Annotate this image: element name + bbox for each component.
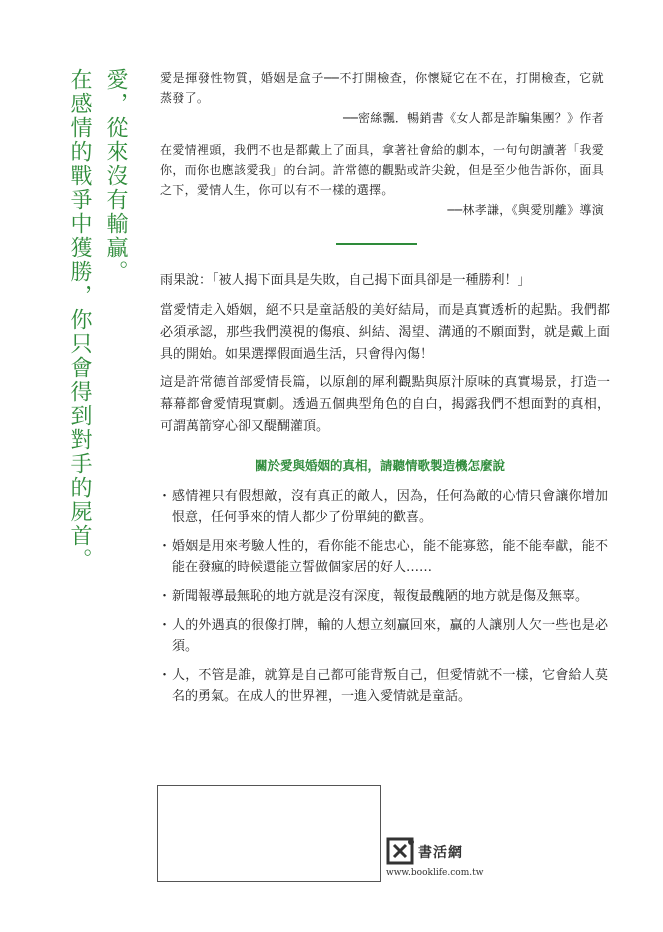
vertical-title-line-1: 愛，從來沒有輸贏。 [103, 68, 128, 284]
body-paragraph-1-text: 雨果說：「被人揭下面具是失敗，自己揭下面具卻是一種勝利！」 [160, 273, 531, 288]
bullet-list [158, 486, 608, 715]
bullet-marker: ・ [158, 489, 172, 504]
bullet-marker: ・ [158, 618, 172, 633]
section-divider [336, 243, 417, 245]
bullet-marker: ・ [158, 589, 172, 604]
section-subheading: 關於愛與婚姻的真相，請聽情歌製造機怎麼說 [254, 458, 505, 473]
body-paragraph-3 [160, 372, 610, 438]
bullet-text: 感情裡只有假想敵，沒有真正的敵人，因為，任何為敵的心情只會讓你增加恨意，任何爭來的情人都少了份單純的歡喜。 [172, 489, 608, 525]
quote-2-attribution: ──林孝謙，《與愛別離》導演 [447, 203, 604, 217]
body-paragraph-1 [160, 270, 610, 292]
body-paragraph-2 [160, 300, 610, 366]
vertical-title-line-2: 在感情的戰爭中獲勝，你只會得到對手的屍首。 [67, 68, 92, 572]
barcode-placeholder-box [157, 785, 381, 882]
quote-1-text: 愛是揮發性物質，婚姻是盒子──不打開檢查，你懷疑它在不在，打開檢查，它就蒸發了。 [160, 71, 604, 105]
bullet-text: 人的外遇真的很像打牌，輸的人想立刻贏回來，贏的人讓別人欠一些也是必須。 [172, 618, 608, 654]
bullet-item [158, 586, 608, 607]
body-paragraph-2-text: 當愛情走入婚姻，絕不只是童話般的美好結局，而是真實透析的起點。我們都必須承認，那些我們漠視的傷痕、糾結、渴望、溝通的不願面對，就是戴上面具的開始。如果選擇假面過生活，只會得內傷！ [160, 303, 610, 362]
bullet-marker: ・ [158, 668, 172, 683]
bullet-item [158, 486, 608, 528]
bullet-text: 婚姻是用來考驗人性的，看你能不能忠心，能不能寡慾，能不能奉獻，能不能在發瘋的時候還能立誓做個家居的好人…… [172, 539, 608, 575]
bullet-text: 新聞報導最無恥的地方就是沒有深度，報復最醜陋的地方就是傷及無辜。 [172, 589, 589, 604]
publisher-url: www.booklife.com.tw [386, 868, 484, 878]
publisher-emblem-icon [386, 836, 416, 866]
body-paragraph-3-text: 這是許常德首部愛情長篇，以原創的犀利觀點與原汁原味的真實場景，打造一幕幕都會愛情現實劇。透過五個典型角色的自白，揭露我們不想面對的真相，可謂萬箭穿心卻又醍醐灌頂。 [160, 375, 610, 434]
bullet-marker: ・ [158, 539, 172, 554]
quote-1-attribution: ──密絲飄．暢銷書《女人都是詐騙集團？》作者 [342, 111, 604, 125]
publisher-logo [384, 836, 484, 882]
quote-2-text: 在愛情裡頭，我們不也是都戴上了面具，拿著社會給的劇本，一句句朗讀著「我愛你，而你也應該愛我」的台詞。許常德的觀點或許尖銳，但是至少他告訴你，面具之下，愛情人生，你可以有不一樣的選擇。 [160, 143, 604, 197]
quote-1 [160, 68, 604, 128]
bullet-item [158, 665, 608, 707]
quote-2 [160, 140, 604, 220]
bullet-item [158, 615, 608, 657]
bullet-item [158, 536, 608, 578]
publisher-name: 書活網 [418, 845, 463, 861]
bullet-text: 人，不管是誰，就算是自己都可能背叛自己，但愛情就不一樣，它會給人莫名的勇氣。在成人的世界裡，一進入愛情就是童話。 [172, 668, 608, 704]
